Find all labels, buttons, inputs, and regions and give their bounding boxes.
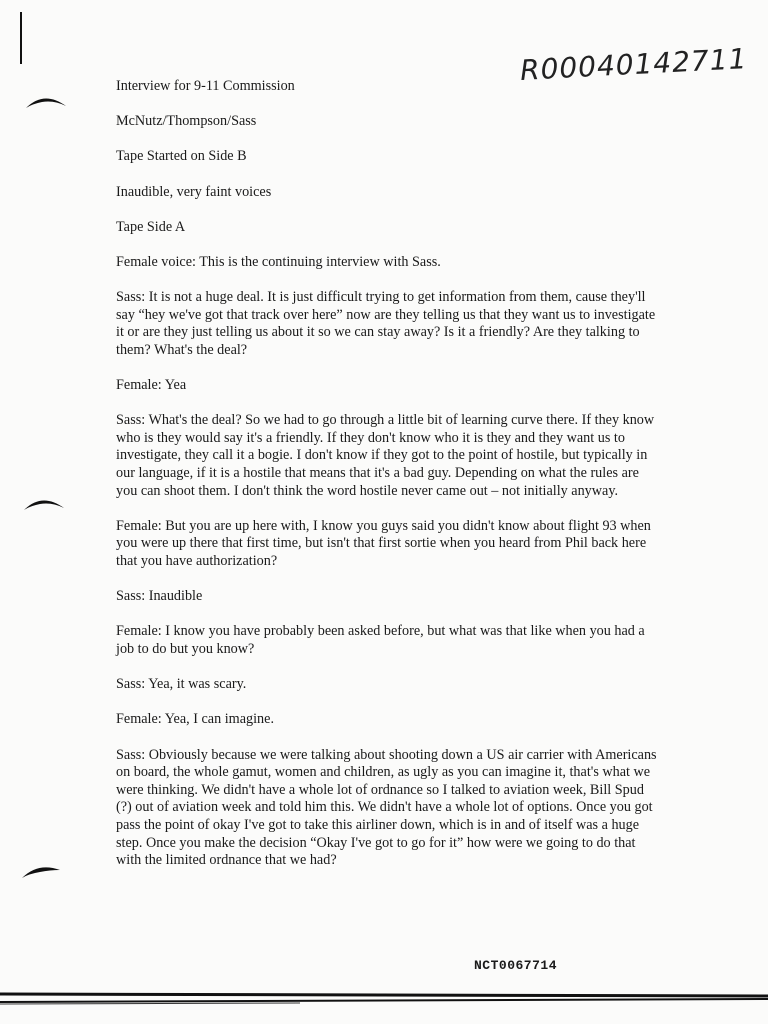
punch-hole-mark-middle <box>22 490 66 516</box>
paragraph-transcript: Sass: Yea, it was scary. <box>116 676 247 693</box>
paragraph-transcript: Female: Yea <box>116 377 187 394</box>
paragraph-tape-start: Tape Started on Side B <box>116 148 247 165</box>
handwritten-reference-number: R00040142711 <box>519 42 749 87</box>
paragraph-transcript: Sass: Inaudible <box>116 588 203 605</box>
paragraph-inaudible-note: Inaudible, very faint voices <box>116 183 272 200</box>
punch-hole-mark-bottom <box>20 858 64 884</box>
scan-edge-mark <box>20 12 22 64</box>
paragraph-title: Interview for 9-11 Commission <box>116 78 295 94</box>
paragraph-transcript: Sass: It is not a huge deal. It is just difficult trying to get information from them, cause they'll say “hey we've got that track over here” now are they telling us that they want us to investigate it or are they just telling us about it so we can stay away? Is it a friendly? Are they talking to them? What's the deal? <box>116 289 656 358</box>
transcript-body <box>116 78 662 887</box>
paragraph-transcript: Female: But you are up here with, I know you guys said you didn't know about flight 93 when you were up there that first time, but isn't that first sortie when you heard from Phil back here that you have authorization? <box>116 517 651 570</box>
paragraph-transcript: Female: I know you have probably been asked before, but what was that like when you had a job to do but you know? <box>116 623 645 657</box>
paragraph-transcript: Sass: Obviously because we were talking about shooting down a US air carrier with Americans on board, the whole gamut, women and children, as ugly as you can imagine it, that's what we were thinking. We didn't have a whole lot of ordnance so I talked to aviation week, Bill Spud (?) out of aviation week and told him this. We didn't have a whole lot of options. Once you got pass the point of okay I've got to take this airliner down, which is in and of itself was a huge step. Once you make the decision “Okay I've got to go for it” how were we going to do that with the limited ordnance that we had? <box>116 746 657 869</box>
bates-number: NCT0067714 <box>474 958 558 973</box>
paragraph-transcript: Female: Yea, I can imagine. <box>116 711 274 728</box>
paragraph-transcript: Sass: What's the deal? So we had to go through a little bit of learning curve there. If they know who is they would say it's a friendly. If they don't know who it is they and they want us to investigate, they call it a bogie. I don't know if they got to the point of hostile, but typically in our language, if it is a hostile that means that it's a bad guy. Depending on what the rules are you can shoot them. I don't think the word hostile never came out – not initially anyway. <box>116 412 655 499</box>
bottom-scan-border <box>0 990 768 1014</box>
paragraph-transcript: Female voice: This is the continuing interview with Sass. <box>116 253 441 270</box>
punch-hole-mark-top <box>24 88 68 114</box>
paragraph-participants: McNutz/Thompson/Sass <box>116 113 257 130</box>
paragraph-tape-side: Tape Side A <box>116 218 186 235</box>
